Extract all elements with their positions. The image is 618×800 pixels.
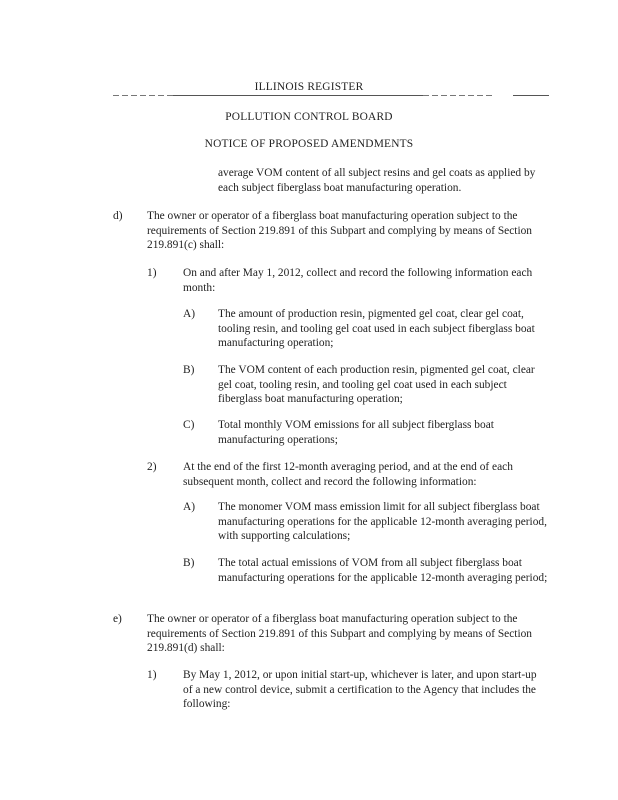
item-d1-text: On and after May 1, 2012, collect and record the following information each month: bbox=[183, 267, 533, 294]
item-d1A-text: The amount of production resin, pigmented gel coat, clear gel coat, tooling resin, and tooling gel coat used in each subject fiberglass boat manufacturing operation; bbox=[218, 308, 535, 350]
header-rule-right bbox=[513, 95, 549, 96]
item-d2A-label: A) bbox=[183, 501, 196, 513]
board-title: POLLUTION CONTROL BOARD bbox=[225, 111, 393, 123]
subsection-d-text: The owner or operator of a fiberglass boat manufacturing operation subject to the requirements of Section 219.891 of this Subpart and complying by means of Section 219.891(c) shall: bbox=[147, 210, 533, 252]
item-d2B-label: B) bbox=[183, 557, 195, 569]
item-d1B-text: The VOM content of each production resin, pigmented gel coat, clear gel coat, tooling resin, and tooling gel coat used in each subject fiberglass boat manufacturing operation; bbox=[218, 364, 535, 406]
item-d1-label: 1) bbox=[147, 267, 157, 279]
subsection-d-label: d) bbox=[113, 210, 123, 222]
item-e1-text: By May 1, 2012, or upon initial start-up, whichever is later, and upon start-up of a new control device, submit a certification to the Agency that includes the following: bbox=[183, 669, 537, 711]
item-e1-label: 1) bbox=[147, 669, 157, 681]
item-d2-text: At the end of the first 12-month averaging period, and at the end of each subsequent month, collect and record the following information: bbox=[183, 461, 513, 488]
item-d2A-text: The monomer VOM mass emission limit for all subject fiberglass boat manufacturing operations for the applicable 12-month averaging period, with supporting calculations; bbox=[218, 501, 547, 543]
continuation-text: average VOM content of all subject resins and gel coats as applied by each subject fiberglass boat manufacturing operation. bbox=[218, 167, 536, 194]
item-d2B-text: The total actual emissions of VOM from all subject fiberglass boat manufacturing operations for the applicable 12-month averaging period; bbox=[218, 557, 548, 584]
item-d1A-label: A) bbox=[183, 308, 196, 320]
item-d1C-label: C) bbox=[183, 419, 195, 431]
register-title: ILLINOIS REGISTER bbox=[254, 81, 364, 93]
subsection-e-label: e) bbox=[113, 613, 122, 625]
item-d1B-label: B) bbox=[183, 364, 195, 376]
item-d1C-text: Total monthly VOM emissions for all subject fiberglass boat manufacturing operations; bbox=[218, 419, 494, 446]
subsection-e-text: The owner or operator of a fiberglass boat manufacturing operation subject to the requirements of Section 219.891 of this Subpart and complying by means of Section 219.891(d) shall: bbox=[147, 613, 533, 655]
notice-title: NOTICE OF PROPOSED AMENDMENTS bbox=[204, 138, 414, 150]
header-rule-right-dashed bbox=[423, 95, 493, 96]
header-rule-left-dashed bbox=[113, 95, 173, 96]
header-rule bbox=[173, 95, 423, 96]
item-d2-label: 2) bbox=[147, 461, 157, 473]
